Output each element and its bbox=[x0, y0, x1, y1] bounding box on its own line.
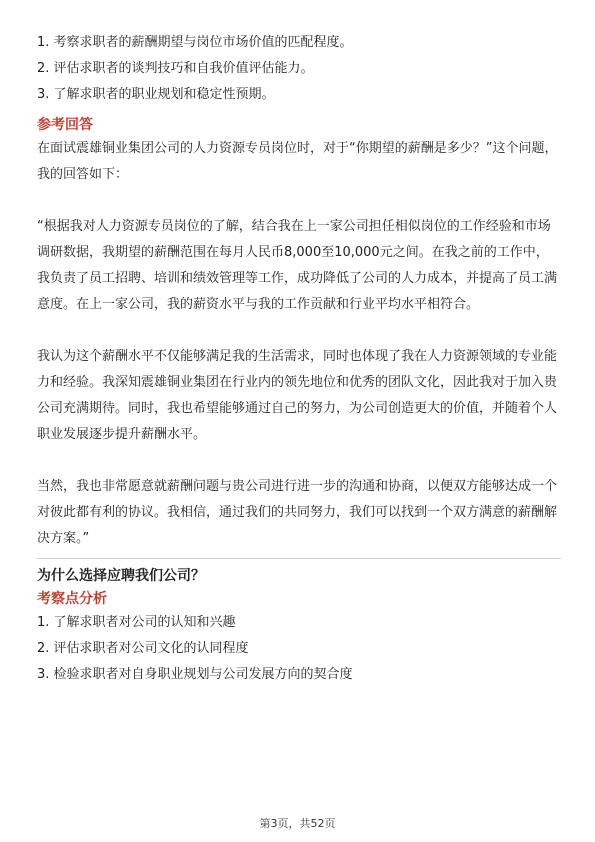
section-heading-analysis: 考察点分析 bbox=[37, 591, 107, 607]
document-page bbox=[37, 30, 561, 688]
list-item: 2. 评估求职者对公司文化的认同程度 bbox=[37, 641, 249, 656]
section-heading-answer: 参考回答 bbox=[37, 117, 93, 133]
answer-paragraph: “根据我对人力资源专员岗位的了解，结合我在上一家公司担任相似岗位的工作经验和市场调研数据，我期望的薪酬范围在每月人民币8,000至10,000元之间。在我之前的工作中，我负责了员工招聘、培训和绩效管理等工作，成功降低了公司的人力成本，并提高了员工满意度。在上一家公司，我的薪资水平与我的工作贡献和行业平均水平相符合。 bbox=[37, 219, 558, 312]
list-item: 1. 了解求职者对公司的认知和兴趣 bbox=[37, 615, 236, 630]
answer-intro: 在面试震雄铜业集团公司的人力资源专员岗位时，对于“你期望的薪酬是多少？”这个问题，我的回答如下： bbox=[37, 141, 558, 182]
list-item: 1. 考察求职者的薪酬期望与岗位市场价值的匹配程度。 bbox=[37, 35, 353, 50]
list-item: 3. 了解求职者的职业规划和稳定性预期。 bbox=[37, 87, 275, 102]
list-item: 3. 检验求职者对自身职业规划与公司发展方向的契合度 bbox=[37, 667, 353, 682]
divider bbox=[37, 558, 561, 559]
answer-paragraph: 我认为这个薪酬水平不仅能够满足我的生活需求，同时也体现了我在人力资源领域的专业能力和经验。我深知震雄铜业集团在行业内的领先地位和优秀的团队文化，因此我对于加入贵公司充满期待。同时，我也希望能够通过自己的努力，为公司创造更大的价值，并随着个人职业发展逐步提升薪酬水平。 bbox=[37, 349, 558, 442]
page-footer: 第3页，共52页 bbox=[259, 817, 336, 830]
list-item: 2. 评估求职者的谈判技巧和自我价值评估能力。 bbox=[37, 61, 314, 76]
question-title: 为什么选择应聘我们公司？ bbox=[37, 568, 205, 584]
answer-paragraph: 当然，我也非常愿意就薪酬问题与贵公司进行进一步的沟通和协商，以便双方能够达成一个对彼此都有利的协议。我相信，通过我们的共同努力，我们可以找到一个双方满意的薪酬解决方案。” bbox=[37, 479, 558, 546]
